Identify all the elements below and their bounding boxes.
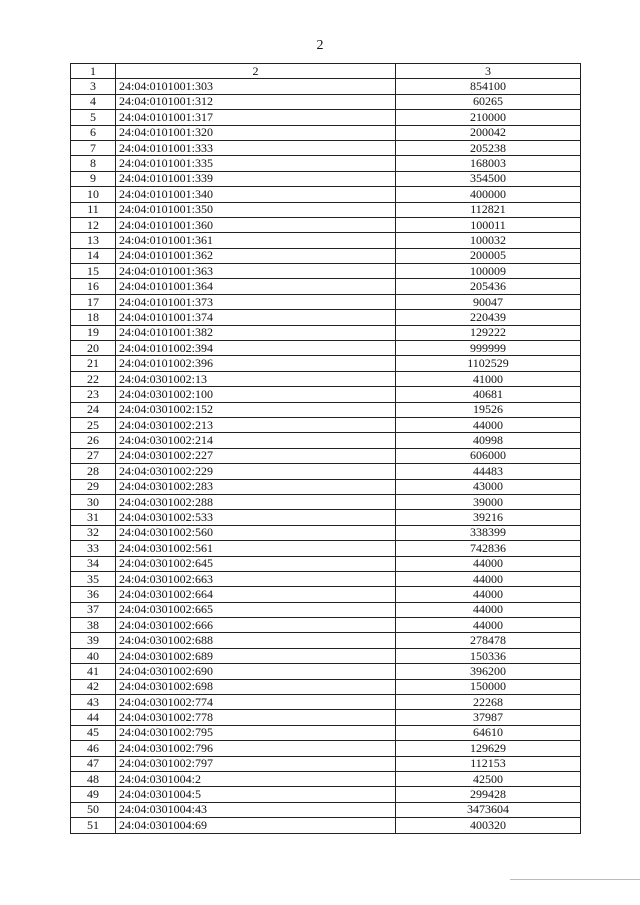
- cadastral-number: 24:04:0301002:795: [116, 725, 396, 740]
- table-row: [71, 695, 581, 710]
- cadastral-number: 24:04:0301002:645: [116, 556, 396, 571]
- row-number: 37: [71, 602, 116, 617]
- cadastral-number: 24:04:0101001:320: [116, 125, 396, 140]
- value-cell: 1102529: [396, 356, 581, 371]
- row-number: 34: [71, 556, 116, 571]
- row-number: 7: [71, 140, 116, 155]
- value-cell: 44000: [396, 602, 581, 617]
- row-number: 19: [71, 325, 116, 340]
- value-cell: 43000: [396, 479, 581, 494]
- table-row: [71, 541, 581, 556]
- row-number: 49: [71, 787, 116, 802]
- table-row: [71, 525, 581, 540]
- row-number: 38: [71, 618, 116, 633]
- row-number: 23: [71, 387, 116, 402]
- table-row: [71, 171, 581, 186]
- table-row: [71, 371, 581, 386]
- table-row: [71, 341, 581, 356]
- footer-divider: [510, 879, 640, 880]
- cadastral-number: 24:04:0101001:350: [116, 202, 396, 217]
- value-cell: 400000: [396, 187, 581, 202]
- value-cell: 44000: [396, 571, 581, 586]
- row-number: 5: [71, 110, 116, 125]
- cadastral-number: 24:04:0101001:340: [116, 187, 396, 202]
- table-row: [71, 602, 581, 617]
- row-number: 18: [71, 310, 116, 325]
- row-number: 20: [71, 341, 116, 356]
- cadastral-number: 24:04:0101001:360: [116, 217, 396, 232]
- row-number: 4: [71, 94, 116, 109]
- cadastral-number: 24:04:0101001:312: [116, 94, 396, 109]
- value-cell: 200042: [396, 125, 581, 140]
- cadastral-number: 24:04:0301004:43: [116, 802, 396, 817]
- table-row: [71, 725, 581, 740]
- value-cell: 100009: [396, 264, 581, 279]
- table-row: [71, 818, 581, 833]
- table-row: [71, 433, 581, 448]
- row-number: 16: [71, 279, 116, 294]
- cadastral-number: 24:04:0101001:335: [116, 156, 396, 171]
- row-number: 32: [71, 525, 116, 540]
- cadastral-number: 24:04:0301002:283: [116, 479, 396, 494]
- cadastral-number: 24:04:0301002:214: [116, 433, 396, 448]
- value-cell: 150000: [396, 679, 581, 694]
- value-cell: 742836: [396, 541, 581, 556]
- value-cell: 42500: [396, 771, 581, 786]
- cadastral-number: 24:04:0301002:797: [116, 756, 396, 771]
- table-row: [71, 310, 581, 325]
- table-row: [71, 187, 581, 202]
- value-cell: 606000: [396, 448, 581, 463]
- table-row: [71, 94, 581, 109]
- cadastral-number: 24:04:0301002:778: [116, 710, 396, 725]
- row-number: 25: [71, 417, 116, 432]
- value-cell: 3473604: [396, 802, 581, 817]
- row-number: 8: [71, 156, 116, 171]
- row-number: 26: [71, 433, 116, 448]
- cadastral-number: 24:04:0101001:363: [116, 264, 396, 279]
- cadastral-number: 24:04:0301004:2: [116, 771, 396, 786]
- value-cell: 299428: [396, 787, 581, 802]
- value-cell: 44483: [396, 464, 581, 479]
- cadastral-number: 24:04:0301002:213: [116, 417, 396, 432]
- row-number: 36: [71, 587, 116, 602]
- cadastral-number: 24:04:0101001:361: [116, 233, 396, 248]
- column-header-1: 1: [71, 64, 116, 79]
- row-number: 33: [71, 541, 116, 556]
- row-number: 31: [71, 510, 116, 525]
- table-row: [71, 325, 581, 340]
- row-number: 50: [71, 802, 116, 817]
- table-row: [71, 417, 581, 432]
- value-cell: 90047: [396, 294, 581, 309]
- value-cell: 220439: [396, 310, 581, 325]
- row-number: 10: [71, 187, 116, 202]
- cadastral-number: 24:04:0301002:227: [116, 448, 396, 463]
- row-number: 11: [71, 202, 116, 217]
- cadastral-number: 24:04:0101002:394: [116, 341, 396, 356]
- value-cell: 40998: [396, 433, 581, 448]
- table-row: [71, 556, 581, 571]
- value-cell: 129629: [396, 741, 581, 756]
- cadastral-number: 24:04:0101001:364: [116, 279, 396, 294]
- value-cell: 354500: [396, 171, 581, 186]
- cadastral-number: 24:04:0301002:288: [116, 494, 396, 509]
- table-row: [71, 156, 581, 171]
- row-number: 45: [71, 725, 116, 740]
- table-row: [71, 279, 581, 294]
- table-row: [71, 479, 581, 494]
- value-cell: 41000: [396, 371, 581, 386]
- table-row: [71, 402, 581, 417]
- cadastral-number: 24:04:0301002:698: [116, 679, 396, 694]
- row-number: 3: [71, 79, 116, 94]
- cadastral-number: 24:04:0301002:561: [116, 541, 396, 556]
- row-number: 48: [71, 771, 116, 786]
- value-cell: 60265: [396, 94, 581, 109]
- cadastral-number: 24:04:0301002:152: [116, 402, 396, 417]
- value-cell: 396200: [396, 664, 581, 679]
- table-row: [71, 387, 581, 402]
- table-header-row: [71, 64, 581, 79]
- row-number: 21: [71, 356, 116, 371]
- cadastral-number: 24:04:0101001:303: [116, 79, 396, 94]
- value-cell: 44000: [396, 587, 581, 602]
- row-number: 41: [71, 664, 116, 679]
- table-row: [71, 587, 581, 602]
- cadastral-number: 24:04:0301002:663: [116, 571, 396, 586]
- table-row: [71, 710, 581, 725]
- row-number: 12: [71, 217, 116, 232]
- cadastral-number: 24:04:0301002:229: [116, 464, 396, 479]
- row-number: 42: [71, 679, 116, 694]
- cadastral-number: 24:04:0101001:362: [116, 248, 396, 263]
- table-row: [71, 756, 581, 771]
- value-cell: 210000: [396, 110, 581, 125]
- cadastral-number: 24:04:0301002:533: [116, 510, 396, 525]
- column-header-3: 3: [396, 64, 581, 79]
- table-row: [71, 140, 581, 155]
- table-row: [71, 648, 581, 663]
- value-cell: 400320: [396, 818, 581, 833]
- row-number: 29: [71, 479, 116, 494]
- value-cell: 19526: [396, 402, 581, 417]
- table-row: [71, 633, 581, 648]
- value-cell: 129222: [396, 325, 581, 340]
- value-cell: 205436: [396, 279, 581, 294]
- value-cell: 200005: [396, 248, 581, 263]
- table-row: [71, 741, 581, 756]
- row-number: 43: [71, 695, 116, 710]
- table-body: [71, 79, 581, 833]
- cadastral-number: 24:04:0301004:69: [116, 818, 396, 833]
- cadastral-number: 24:04:0301004:5: [116, 787, 396, 802]
- page-number: 2: [316, 38, 324, 53]
- table-row: [71, 202, 581, 217]
- cadastral-number: 24:04:0101001:382: [116, 325, 396, 340]
- table-row: [71, 356, 581, 371]
- cadastral-number: 24:04:0301002:688: [116, 633, 396, 648]
- row-number: 27: [71, 448, 116, 463]
- cadastral-number: 24:04:0301002:100: [116, 387, 396, 402]
- row-number: 47: [71, 756, 116, 771]
- table-row: [71, 294, 581, 309]
- value-cell: 100011: [396, 217, 581, 232]
- value-cell: 64610: [396, 725, 581, 740]
- value-cell: 40681: [396, 387, 581, 402]
- cadastral-number: 24:04:0301002:13: [116, 371, 396, 386]
- cadastral-number: 24:04:0301002:664: [116, 587, 396, 602]
- value-cell: 39216: [396, 510, 581, 525]
- row-number: 24: [71, 402, 116, 417]
- row-number: 13: [71, 233, 116, 248]
- row-number: 28: [71, 464, 116, 479]
- cadastral-number: 24:04:0301002:666: [116, 618, 396, 633]
- table-row: [71, 125, 581, 140]
- row-number: 9: [71, 171, 116, 186]
- table-row: [71, 110, 581, 125]
- value-cell: 44000: [396, 556, 581, 571]
- table-row: [71, 79, 581, 94]
- cadastral-number: 24:04:0301002:560: [116, 525, 396, 540]
- table-row: [71, 464, 581, 479]
- cadastral-number: 24:04:0101001:373: [116, 294, 396, 309]
- value-cell: 999999: [396, 341, 581, 356]
- table-row: [71, 494, 581, 509]
- cadastral-number: 24:04:0101001:317: [116, 110, 396, 125]
- value-cell: 112153: [396, 756, 581, 771]
- table-row: [71, 571, 581, 586]
- table-row: [71, 233, 581, 248]
- value-cell: 112821: [396, 202, 581, 217]
- table-row: [71, 510, 581, 525]
- value-cell: 338399: [396, 525, 581, 540]
- cadastral-number: 24:04:0301002:689: [116, 648, 396, 663]
- cadastral-number: 24:04:0101001:339: [116, 171, 396, 186]
- value-cell: 278478: [396, 633, 581, 648]
- value-cell: 39000: [396, 494, 581, 509]
- row-number: 6: [71, 125, 116, 140]
- row-number: 39: [71, 633, 116, 648]
- table-row: [71, 448, 581, 463]
- table-row: [71, 248, 581, 263]
- table-row: [71, 664, 581, 679]
- value-cell: 44000: [396, 417, 581, 432]
- cadastral-number: 24:04:0101001:333: [116, 140, 396, 155]
- row-number: 17: [71, 294, 116, 309]
- row-number: 44: [71, 710, 116, 725]
- row-number: 22: [71, 371, 116, 386]
- table-row: [71, 787, 581, 802]
- table-row: [71, 264, 581, 279]
- value-cell: 150336: [396, 648, 581, 663]
- cadastral-number: 24:04:0101001:374: [116, 310, 396, 325]
- cadastral-number: 24:04:0301002:690: [116, 664, 396, 679]
- table-row: [71, 618, 581, 633]
- table-row: [71, 802, 581, 817]
- value-cell: 37987: [396, 710, 581, 725]
- cadastral-number: 24:04:0301002:774: [116, 695, 396, 710]
- table-row: [71, 679, 581, 694]
- value-cell: 44000: [396, 618, 581, 633]
- value-cell: 22268: [396, 695, 581, 710]
- cadastral-number: 24:04:0301002:796: [116, 741, 396, 756]
- row-number: 46: [71, 741, 116, 756]
- row-number: 35: [71, 571, 116, 586]
- row-number: 40: [71, 648, 116, 663]
- value-cell: 205238: [396, 140, 581, 155]
- value-cell: 100032: [396, 233, 581, 248]
- column-header-2: 2: [116, 64, 396, 79]
- row-number: 15: [71, 264, 116, 279]
- value-cell: 168003: [396, 156, 581, 171]
- row-number: 30: [71, 494, 116, 509]
- table-row: [71, 217, 581, 232]
- row-number: 14: [71, 248, 116, 263]
- cadastral-table: [70, 63, 581, 834]
- cadastral-number: 24:04:0101002:396: [116, 356, 396, 371]
- value-cell: 854100: [396, 79, 581, 94]
- row-number: 51: [71, 818, 116, 833]
- table-row: [71, 771, 581, 786]
- cadastral-number: 24:04:0301002:665: [116, 602, 396, 617]
